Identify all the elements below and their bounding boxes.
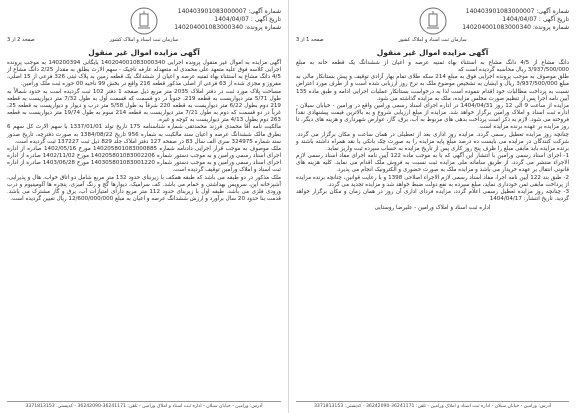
- notice-number: شماره آگهی: 140403901083000007: [177, 8, 281, 15]
- organization-name: سازمان ثبت اسناد و املاک کشور: [109, 37, 179, 43]
- notice-date: تاریخ آگهی : 1404/04/07: [214, 16, 281, 23]
- page-number: صفحه 1 از 3: [296, 37, 324, 43]
- page-footer: آدرس: ورامین - خیابان سبلان - اداره ثبت اسناد و املاک ورامین - تلفن: 36241171-36242090 - کدپستی: 3371813153: [296, 401, 569, 410]
- paragraph: 1- اجرای اسناد رسمی ورامین با انتشار این آگهی که با به موجب ماده 122 آیین نامه اجرای مفاد اسناد رسمی لازم الاجراء منتشر می گردد، از طریق سامانه ملی مزایده ثبت نسبت به فروش ملک اقدام می نماید. کلیه هزینه های قانونی انتقال بر عهده خریدار می باشد و مزایده ملک به صورت حضوری و الکترونیک انجام می پذیرد.: [296, 153, 569, 174]
- paragraph: ملک مذکور در دو طبقه می باشد که طبقه همکف با زیربنای حدود 132 متر مربع شامل دو اتاق خواب، هال و پذیرایی، آشپزخانه اپن، سرویس بهداشتی و حمام می باشد. کف سرامیک، دیوارها گچ و رنگ آمیزی، پنجره ها آلومینیوم و درب ورودی فلزی می باشد. طبقه اول با زیربنای حدود 112 متر مربع دارای امتیازات آب، برق و گاز مشترک می باشد. قدمت بنا حدود 20 سال برآورد و ارزش ششدانگ عرصه و اعیان به مبلغ 12/600/000/000 ریال تعیین گردیده است.: [7, 174, 281, 202]
- emblem-icon: [418, 6, 448, 36]
- organization-name: سازمان ثبت اسناد و املاک کشور: [398, 37, 467, 43]
- paragraph: مالکیت نامه آقا محمدی فرزند محمدتقی شماره شناسنامه 175 تاریخ تولد 1337/01/01 با سهم الارث کل سهم 6 بطرق مالک ششدانگ عرصه و اعیان سند مالکیت به شماره 956 تاریخ 1384/08/22 به صورت دفترچه، تاریخ صدور سند شماره 324975 سری الف سال 83 در صفحه 127 دفتر املاک جلد 829 ذیل ثبت 137227 ثبت گردیده است.: [7, 124, 282, 145]
- document-page-right: [288, 0, 576, 413]
- page-footer: آدرس: ورامین - خیابان سبلان - اداره ثبت اسناد و املاک ورامین - تلفن: 36241171-36242090 - کدپستی: 3371813153: [7, 401, 281, 410]
- file-number: شماره پرونده: 140204001083000340: [174, 24, 281, 31]
- file-number: شماره پرونده: 140204001083000340: [462, 24, 569, 31]
- notice-meta: [462, 8, 569, 32]
- page-number: صفحه 2 از 3: [7, 37, 35, 43]
- notice-title: آگهی مزایده اموال غیر منقول: [376, 48, 489, 57]
- notice-meta: [174, 8, 281, 32]
- signature: اداره ثبت اسناد و املاک ورامین - علیرضا روستایی: [374, 205, 491, 212]
- page-header: [7, 6, 281, 46]
- notice-body: [7, 60, 281, 203]
- paragraph: چنانچه روز مزایده تعطیل رسمی گردد، مزایده روز اداری بعد از تعطیلی در همان ساعت و مکان برگزار می گردد. شرکت کنندگان در مزایده می بایست ده درصد مبلغ پایه مزایده را به صورت چک بانکی یا نقد همراه داشته باشند و برنده مزایده باید مابقی مبلغ را ظرف پنج روز کاری پس از تاریخ مزایده به حساب سپرده ثبت واریز نماید.: [296, 131, 569, 152]
- notice-number: شماره آگهی: 140403901083000007: [465, 8, 569, 15]
- paragraph: ملک موصوف به موجب قرار اجرایی دادنامه شماره 140205801083000885 مورخ 1402/05/16 صادره از اداره اجرای اسناد رسمی ورامین و به موجب دستور شماره 140205801083002206 مورخ 1402/11/02 صادره از اداره اجرای اسناد رسمی ورامین و به موجب دستور شماره 140305801083001220 مورخ 1403/06/28 صادره از اداره ثبت اسناد و املاک ورامین توقیف گردیده است.: [7, 145, 281, 174]
- paragraph: 3- چنانچه روز مزایده تعطیل رسمی اعلام گردد، مزایده فردای اداری آن روز در همان زمان و مکان برگزار خواهد گردید. تاریخ انتشار: 1404/04/17: [296, 188, 569, 202]
- notice-body: [296, 60, 569, 203]
- paragraph: طلق موصوف به موجب پرونده اجرایی فوق به مبلغ 214 سکه طلای تمام بهار آزادی توقیف و پیش بستانکار مالی به مبلغ 3/937/500/000 ریال و ایشان به تشخیص موضوع ملک به نرخ روز ارزیابی شده است و از طرف مورد اعتراض نسبت به پرداخت مطالبات خود اقدام ننموده است لذا به درخواست بستانکار عملیات اجرایی ادامه و طبق ماده 135 آیین نامه اجرا پس از تنظیم صورت مجلس مزایده، ملک به مزایده گذاشته می شود.: [296, 74, 569, 102]
- paragraph: مساحت پلاک مورد ثبت در دفتر املاک 2035 متر مربع ذیل صفحه 1 دفتر 102 ثبت گردیده است به حدود شمالاً به طول 5/71 متر دیواریست به قطعه 219، جنوباً در دو قسمت که قسمت اول به طول 7/32 متر دیواریست به قطعه 219 دوم بطول 6/22 متر دیواریست به قطعه 220 شرقاً به طول 5/58 متر درب و دیوار و دیواریست به قطعه 25، غرباً در دو قسمت که دوم به طول 7/21 متر دیواریست به قطعه 214 سوم به طول 19/74 متر دیواریست به قطعه 263 دوم بطول 4/13 متر دیواریست به کوچه و غیره.: [7, 88, 282, 124]
- paragraph: دانگ مشاع از 4/5 دانگ مشاع به استثناء بهاء ثمنیه عرصه و اعیان از ششدانگ یک قطعه خانه به مبلغ 3/937/500/000 ریال محاسبه گردیده است که: [296, 60, 569, 74]
- notice-date: تاریخ آگهی : 1404/04/07: [502, 16, 569, 23]
- paragraph: مزایده از ساعت 9 الی 12 روز 1404/04/31 در اداره اجرای اسناد رسمی ورامین واقع در ورامین - خیابان سبلان - اداره ثبت اسناد و املاک ورامین برگزار خواهد شد. مزایده از مبلغ ارزیابی شروع و به بالاترین قیمت پیشنهادی نقداً فروخته می شود. لازم به ذکر است پرداخت بدهی های مربوط به آب، برق، گاز، عوارض شهرداری و هزینه های دیگر، تا روز مزایده بر عهده برنده مزایده است.: [296, 102, 569, 131]
- paragraph: آگهی مزایده به اموال غیر منقول پرونده اجرایی 140204001083000340 بایگانی 140200394 به موجب پرونده اجرایی کلاسه فوق علیه متعهد علی محمدی له متعهدله عارفه تاجیک - سهم الارث بطلق به مقدار 2/25 دانگ مشاع از 4/5 دانگ مشاع به استثناء بهاء ثمنیه عرصه و اعیان از ششدانگ یک قطعه زمین به پلاک ثبتی 326 فرعی از 15 اصلی، مفروز و مجزی شده از 63 فرعی از اصلی مذکور قطعه 216 واقع در بخش 99 ناحیه 00 حوزه ثبت ملک ورامین.: [7, 60, 281, 88]
- paragraph: 2- طبق بند 122 آیین نامه اجرا، مفاد اسناد رسمی لازم الاجراء اصلاحی 1398 و با رعایت قوانین، چنانچه برنده مزایده از پرداخت مابقی ثمن خودداری نماید، مبلغ سپرده به نفع دولت ضبط خواهد شد و مزایده تجدید می گردد.: [296, 174, 570, 188]
- emblem-icon: [129, 6, 159, 36]
- page-header: [296, 6, 569, 46]
- notice-title: آگهی مزایده اموال غیر منقول: [88, 48, 200, 57]
